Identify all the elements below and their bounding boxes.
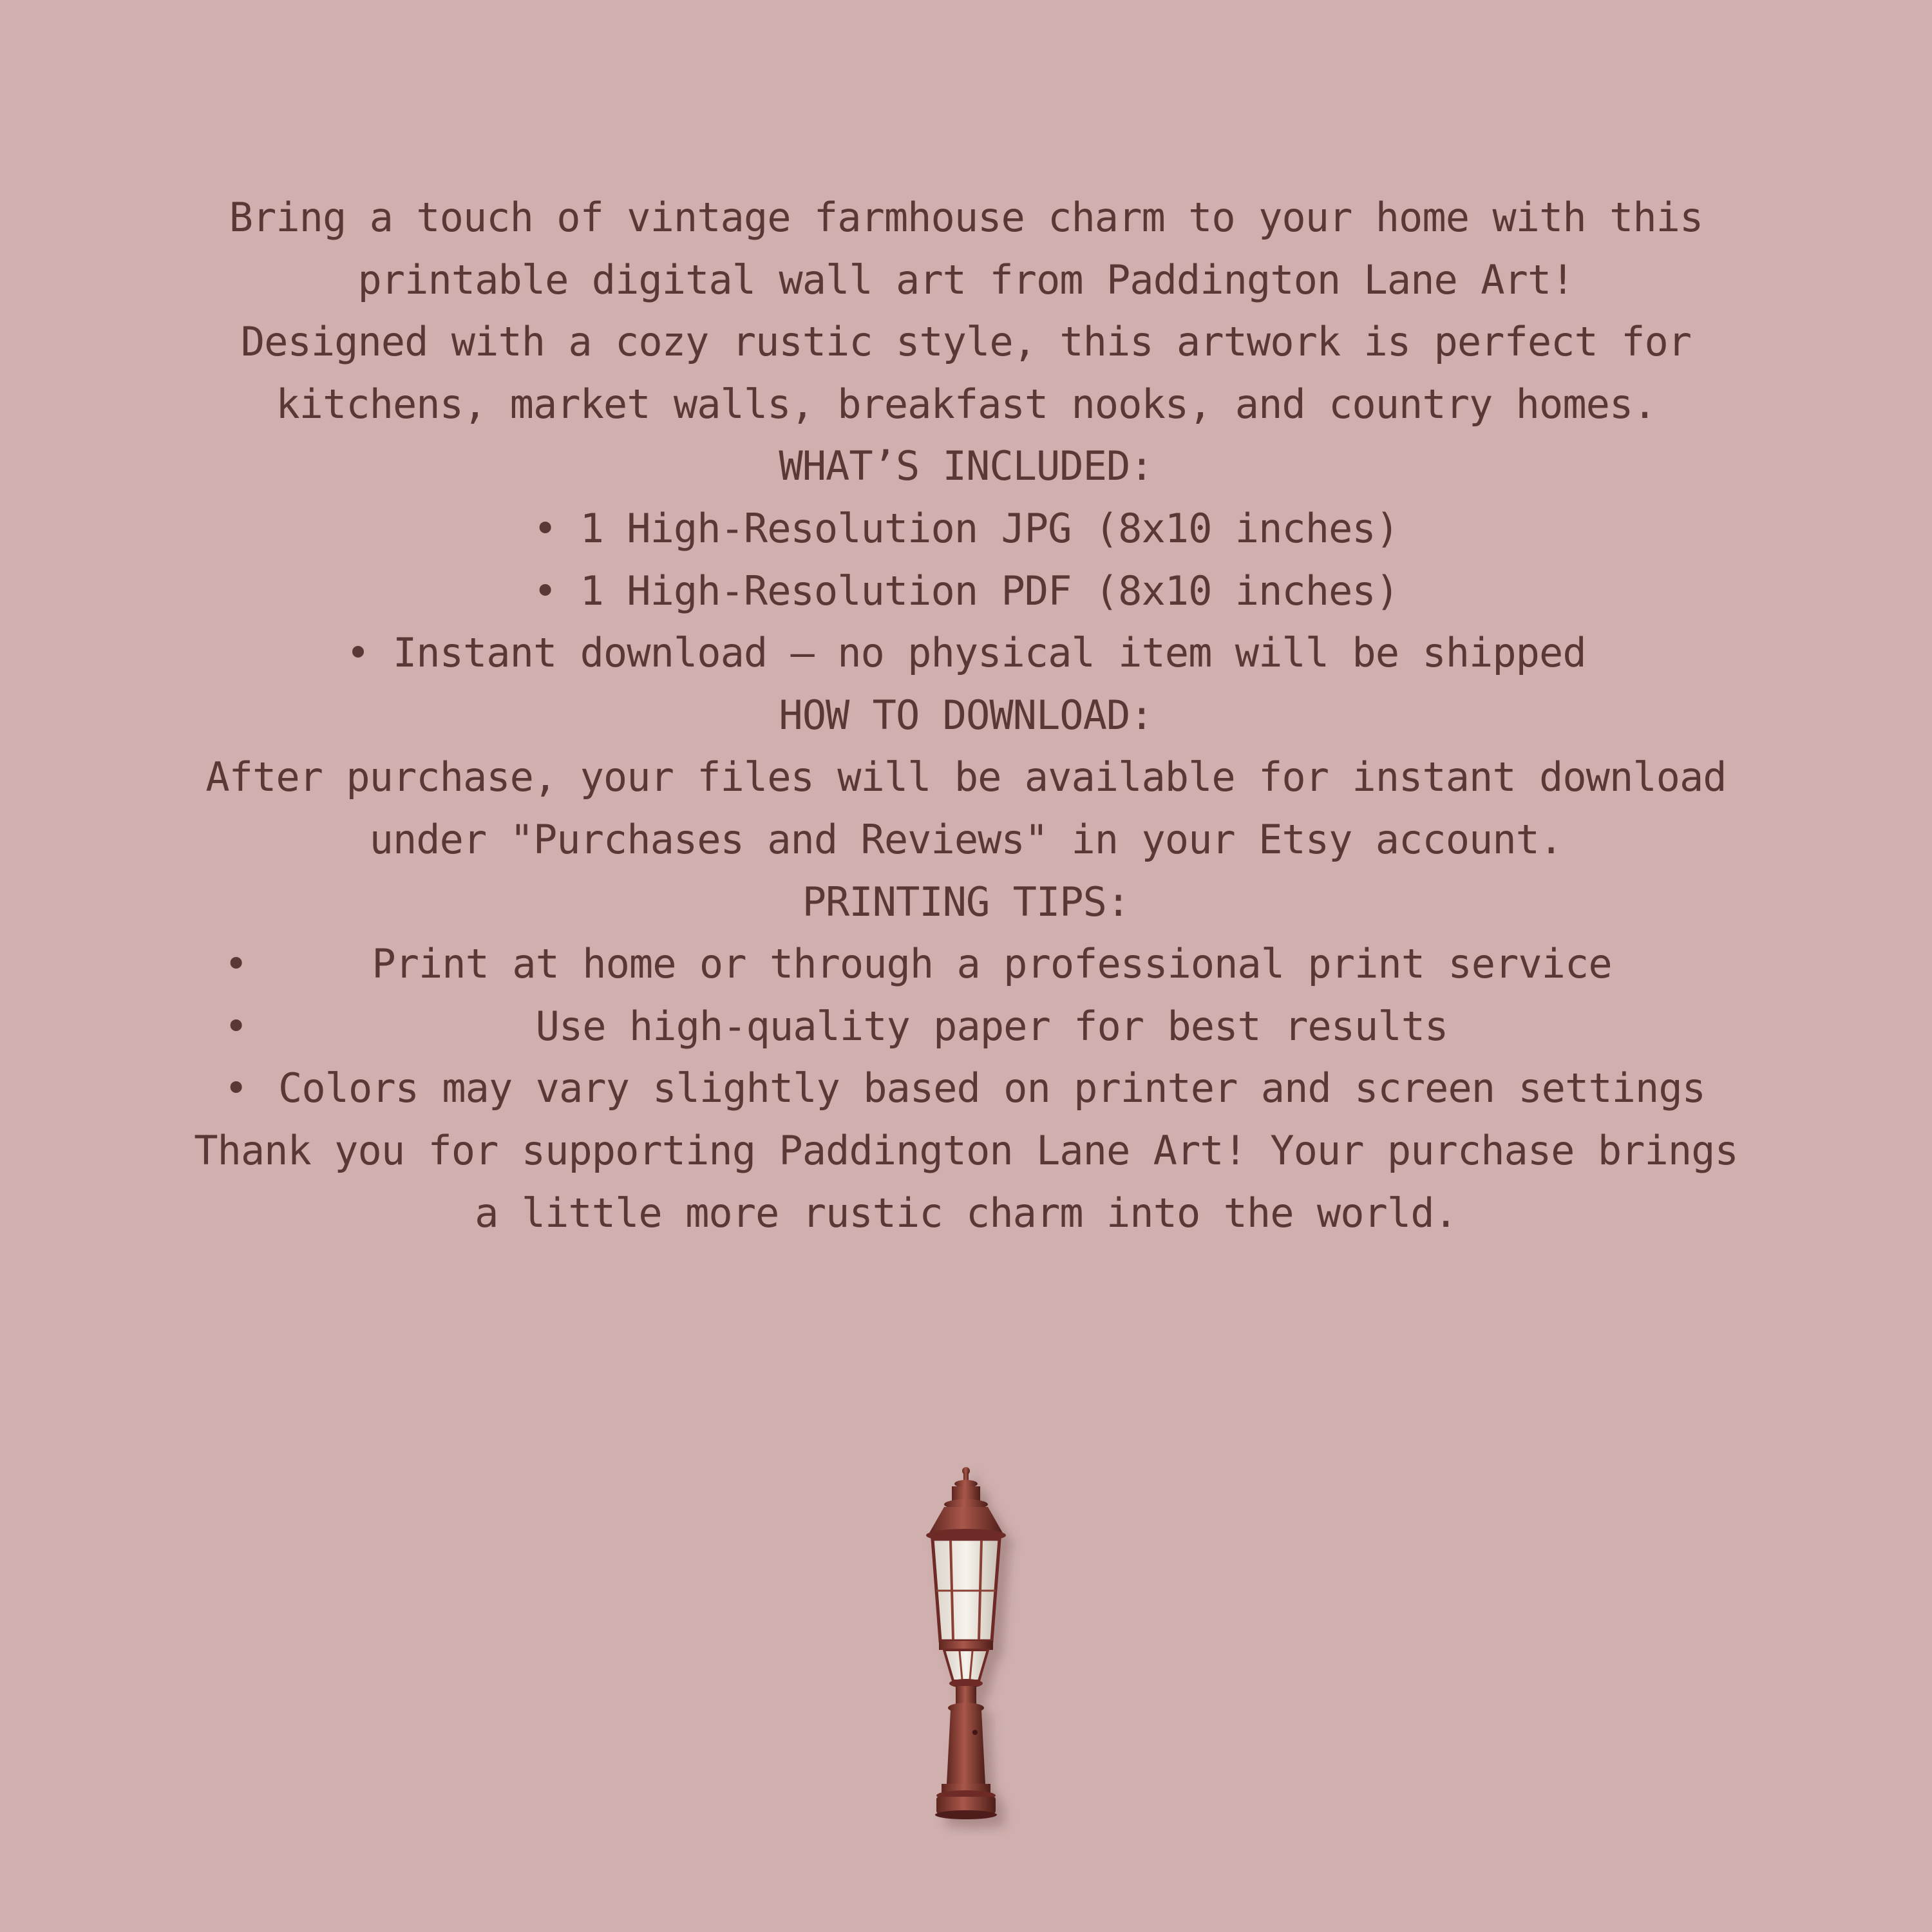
tip-item-text: Print at home or through a professional print service [372,940,1612,988]
intro-line-1: Bring a touch of vintage farmhouse charm to your home with this [229,194,1703,241]
included-item-pdf: • 1 High-Resolution PDF (8x10 inches) [533,567,1399,614]
street-lamp-icon [889,1462,1043,1835]
tip-item-2 [0,996,1932,1058]
download-line-2: under "Purchases and Reviews" in your Etsy account. [369,815,1563,863]
bullet-dot-icon: • [224,1065,248,1112]
tip-item-text: Use high-quality paper for best results [535,1002,1448,1050]
included-item-jpg: • 1 High-Resolution JPG (8x10 inches) [533,504,1399,552]
intro-line-3: Designed with a cozy rustic style, this artwork is perfect for [240,318,1692,366]
street-lamp-illustration [889,1462,1043,1835]
closing-line-1: Thank you for supporting Paddington Lane Art! Your purchase brings [194,1126,1738,1174]
description-text-block [0,187,1932,1244]
download-heading: HOW TO DOWNLOAD: [779,691,1153,739]
bullet-dot-icon: • [224,940,248,988]
tip-item-3 [0,1057,1932,1120]
tip-item-text: Colors may vary slightly based on printer and screen settings [278,1065,1705,1112]
tip-item-1 [0,933,1932,996]
intro-line-2: printable digital wall art from Paddington Lane Art! [357,256,1575,303]
included-heading: WHAT’S INCLUDED: [779,442,1153,490]
intro-line-4: kitchens, market walls, breakfast nooks, and country homes. [276,380,1656,428]
closing-line-2: a little more rustic charm into the world. [475,1189,1457,1236]
bullet-dot-icon: • [224,1002,248,1050]
download-line-1: After purchase, your files will be available for instant download [205,753,1727,801]
tips-heading: PRINTING TIPS: [802,878,1130,925]
included-item-instant: • Instant download – no physical item will be shipped [346,629,1586,677]
